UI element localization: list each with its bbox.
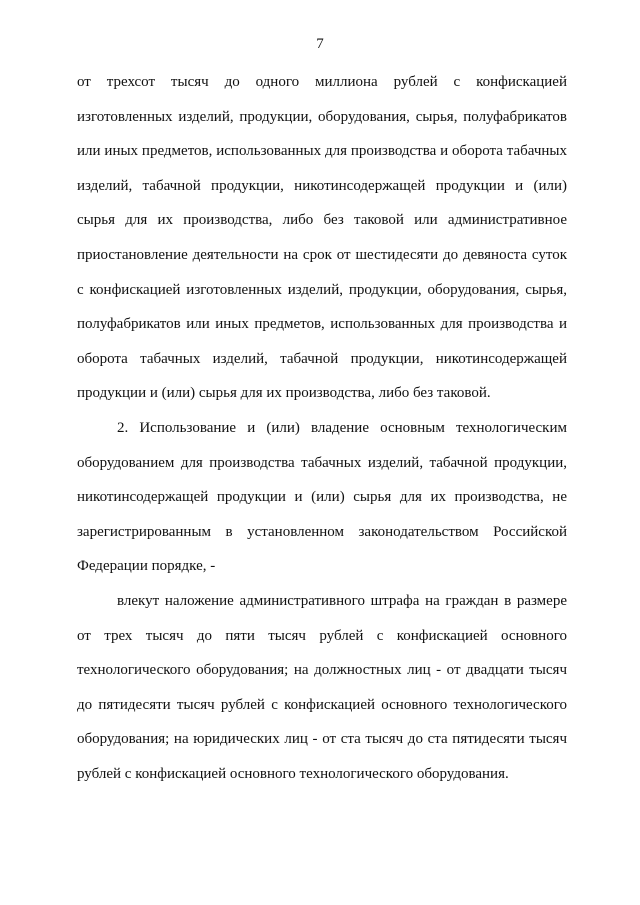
paragraph-penalty-clause-2: влекут наложение административного штрафа на граждан в размере от трех тысяч до пяти тысяч рублей с конфискацией основного технологического оборудования; на должностных лиц - от двадцати тысяч до пятидесяти тысяч рублей с конфискацией основного технологического оборудования; на юридических лиц - от ста тысяч до ста пятидесяти тысяч рублей с конфискацией основного технологического оборудования. — [77, 593, 567, 782]
page-number: 7 — [316, 36, 324, 52]
paragraph-penalty-continuation: от трехсот тысяч до одного миллиона рублей с конфискацией изготовленных изделий, продукции, оборудования, сырья, полуфабрикатов или иных предметов, использованных для производства и оборота табачных изделий, табачной продукции, никотинсодержащей продукции и (или) сырья для их производства, либо без таковой или административное приостановление деятельности на срок от шестидесяти до девяноста суток с конфискацией изготовленных изделий, продукции, оборудования, сырья, полуфабрикатов или иных предметов, использованных для производства и оборота табачных изделий, табачной продукции, никотинсодержащей продукции и (или) сырья для их производства, либо без таковой. — [77, 74, 567, 402]
paragraph-clause-2: 2. Использование и (или) владение основным технологическим оборудованием для производства табачных изделий, табачной продукции, никотинсодержащей продукции и (или) сырья для их производства, не зарегистрированным в установленном законодательством Российской Федерации порядке, - — [77, 420, 567, 575]
